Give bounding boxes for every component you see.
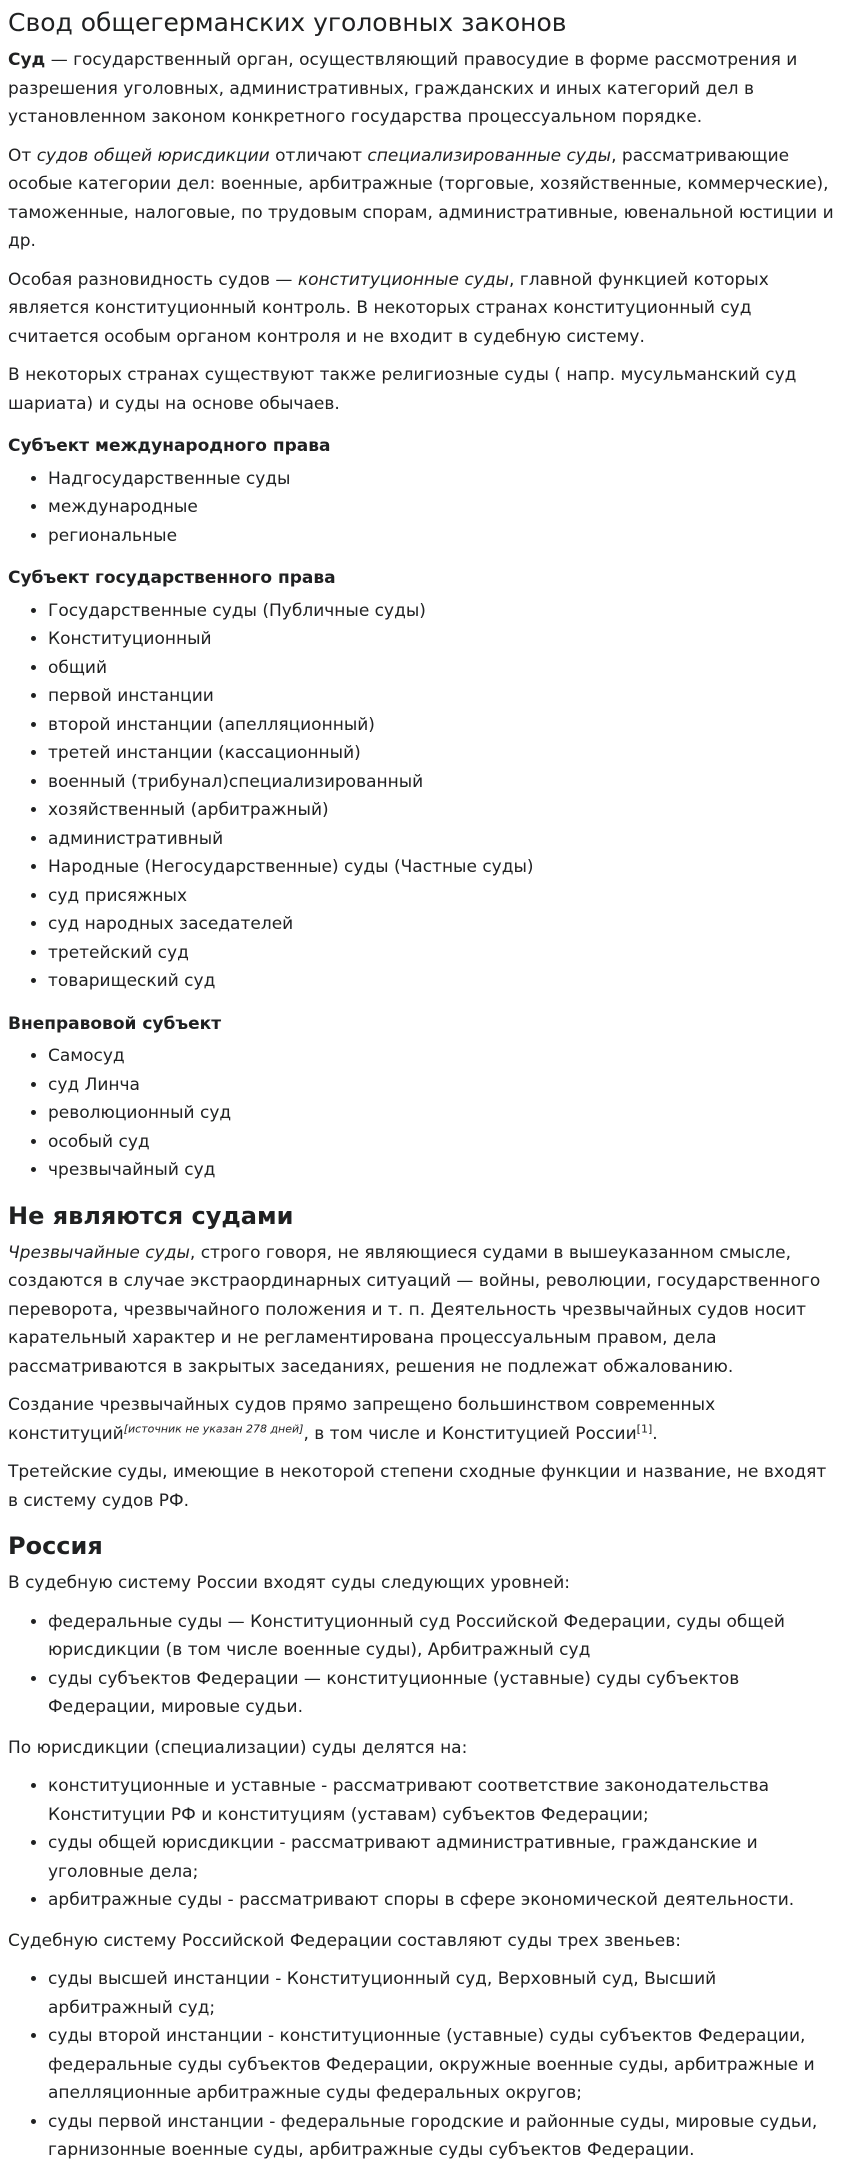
list-item: • общий — [48, 654, 841, 683]
list-item: • революционный суд — [48, 1099, 841, 1128]
list-item: • Надгосударственные суды — [48, 465, 841, 494]
list-item: • федеральные суды — Конституционный суд Российской Федерации, суды общей юрисдикции (в том числе военные суды), Арбитражный суд — [48, 1608, 841, 1665]
russia-levels-list — [8, 1608, 841, 1722]
russia-paragraph-3: Судебную систему Российской Федерации составляют суды трех звеньев: — [8, 1930, 682, 1951]
list-item: • особый суд — [48, 1128, 841, 1157]
list-item: • суды второй инстанции - конституционные (уставные) суды субъектов Федерации, федеральные суды субъектов Федерации, окружные военные суды, арбитражные и апелляционные арбитражные суды федеральных округов; — [48, 2022, 841, 2108]
list-item: • суды первой инстанции - федеральные городские и районные суды, мировые судьи, гарнизонные военные суды, арбитражные суды субъектов Федерации. — [48, 2108, 841, 2165]
russia-tiers-list — [8, 1965, 841, 2165]
list-item: • арбитражные суды - рассматривают споры в сфере экономической деятельности. — [48, 1886, 841, 1915]
article — [0, 6, 847, 2165]
section-heading-russia: Россия — [8, 1532, 103, 1560]
list-item: • третейский суд — [48, 939, 841, 968]
intro-paragraph-4: В некоторых странах существуют также религиозные суды ( напр. мусульманский суд шариата) и суды на основе обычаев. — [8, 365, 797, 414]
state-heading: Субъект государственного права — [8, 568, 336, 588]
russia-paragraph-1: В судебную систему России входят суды следующих уровней: — [8, 1573, 570, 1593]
intro-paragraph-2: От судов общей юрисдикции отличают специализированные суды, рассматривающие особые категории дел: военные, арбитражные (торговые, хозяйственные, коммерческие), таможенные, налоговые, по трудовым спорам, административные, ювенальной юстиции и др. — [8, 145, 834, 251]
list-item: • административный — [48, 825, 841, 854]
list-item: • хозяйственный (арбитражный) — [48, 796, 841, 825]
footnote-ref[interactable]: [1] — [636, 1421, 653, 1435]
list-item: • международные — [48, 493, 841, 522]
list-item: • суд Линча — [48, 1071, 841, 1100]
russia-jurisdiction-list — [8, 1772, 841, 1915]
russia-paragraph-2: По юрисдикции (специализации) суды делятся на: — [8, 1737, 468, 1758]
list-item: • товарищеский суд — [48, 967, 841, 996]
international-heading: Субъект международного права — [8, 436, 331, 456]
not-courts-paragraph-1: Чрезвычайные суды, строго говоря, не являющиеся судами в вышеуказанном смысле, создаются в случае экстраординарных ситуаций — войны, революции, государственного переворота, чрезвычайного положения и т. п. Деятельность чрезвычайных судов носит карательный характер и не регламентирована процессуальным правом, дела рассматриваются в закрытых заседаниях, решения не подлежат обжалованию. — [8, 1242, 821, 1377]
intro-paragraph-3: Особая разновидность судов — конституционные суды, главной функцией которых является конституционный контроль. В некоторых странах конституционный суд считается особым органом контроля и не входит в судебную систему. — [8, 269, 769, 347]
list-item: • суд присяжных — [48, 882, 841, 911]
not-courts-paragraph-2: Создание чрезвычайных судов прямо запрещено большинством современных конституций[источник не указан 278 дней], в том числе и Конституцией России[1]. — [8, 1395, 716, 1444]
list-item: • Государственные суды (Публичные суды) — [48, 597, 841, 626]
list-item: • суд народных заседателей — [48, 910, 841, 939]
list-item: • военный (трибунал)специализированный — [48, 768, 841, 797]
section-heading-not-courts: Не являются судами — [8, 1201, 294, 1230]
extralegal-heading: Внеправовой субъект — [8, 1013, 222, 1034]
list-item: • конституционные и уставные - рассматривают соответствие законодательства Конституции РФ и конституциям (уставам) субъектов Федерации; — [48, 1772, 841, 1829]
list-item: • суды субъектов Федерации — конституционные (уставные) суды субъектов Федерации, мировые судьи. — [48, 1665, 841, 1722]
list-item: • суды общей юрисдикции - рассматривают административные, гражданские и уголовные дела; — [48, 1829, 841, 1886]
citation-needed-note[interactable]: [источник не указан 278 дней] — [123, 1421, 304, 1435]
list-item: • суды высшей инстанции - Конституционный суд, Верховный суд, Высший арбитражный суд; — [48, 1965, 841, 2022]
intro-paragraph-1: Суд — государственный орган, осуществляющий правосудие в форме рассмотрения и разрешения уголовных, административных, гражданских и иных категорий дел в установленном законом конкретного государства процессуальном порядке. — [8, 50, 798, 127]
international-list — [8, 465, 841, 551]
not-courts-paragraph-3: Третейские суды, имеющие в некоторой степени сходные функции и название, не входят в систему судов РФ. — [8, 1462, 827, 1511]
list-item: • Народные (Негосударственные) суды (Частные суды) — [48, 853, 841, 882]
extralegal-list — [8, 1042, 841, 1185]
list-item: • Конституционный — [48, 625, 841, 654]
list-item: • третей инстанции (кассационный) — [48, 739, 841, 768]
list-item: • второй инстанции (апелляционный) — [48, 711, 841, 740]
state-list — [8, 597, 841, 996]
page-title: Свод общегерманских уголовных законов — [8, 8, 567, 37]
list-item: • чрезвычайный суд — [48, 1156, 841, 1185]
list-item: • первой инстанции — [48, 682, 841, 711]
term-court: Суд — [8, 50, 46, 70]
list-item: • региональные — [48, 522, 841, 551]
list-item: • Самосуд — [48, 1042, 841, 1071]
